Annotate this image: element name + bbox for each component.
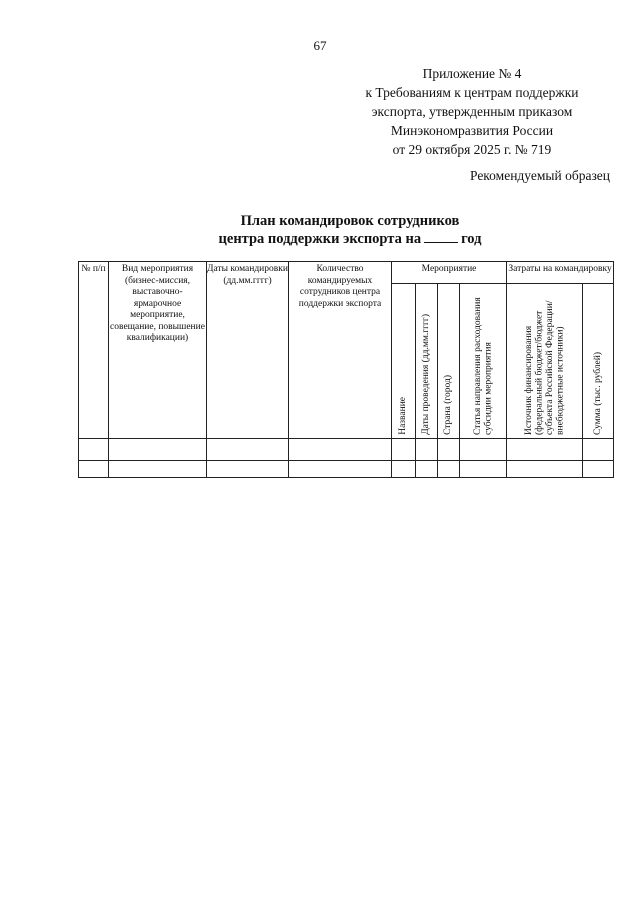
header-event-group: Мероприятие <box>392 262 507 284</box>
table-cell <box>79 439 109 461</box>
title-line-2-prefix: центра поддержки экспорта на <box>218 231 422 247</box>
table-cell <box>289 439 392 461</box>
appendix-block <box>352 64 592 159</box>
title-line-2-suffix: год <box>461 231 482 247</box>
table-cell <box>207 439 289 461</box>
header-country <box>438 284 460 439</box>
header-funding-source-text: Источник финансирования (федеральный бюджет/бюджет субъекта Российской Федерации/внебюджетные источники) <box>523 300 566 435</box>
table-row <box>79 439 614 461</box>
table-cell <box>583 461 614 478</box>
page-number: 67 <box>313 38 327 53</box>
header-costs-group: Затраты на командировку <box>507 262 614 284</box>
header-number: № п/п <box>79 262 109 439</box>
table-cell <box>392 439 416 461</box>
header-event-name-text: Название <box>398 397 409 435</box>
header-funding-source <box>507 284 583 439</box>
table-cell <box>289 461 392 478</box>
document-title <box>0 212 640 248</box>
recommended-sample-label: Рекомендуемый образец <box>469 168 610 183</box>
title-line-1: План командировок сотрудников <box>240 213 460 229</box>
appendix-line: Приложение № 4 <box>422 66 522 81</box>
table-cell <box>416 461 438 478</box>
appendix-line: к Требованиям к центрам поддержки <box>365 85 579 100</box>
appendix-line: от 29 октября 2025 г. № 719 <box>392 142 552 157</box>
plan-table <box>78 261 614 478</box>
header-subsidy-article <box>460 284 507 439</box>
table-cell <box>460 439 507 461</box>
table-cell <box>392 461 416 478</box>
header-event-dates-text: Даты проведения (дд.мм.гггг) <box>421 314 432 435</box>
table-cell <box>109 461 207 478</box>
table-cell <box>583 439 614 461</box>
table-cell <box>109 439 207 461</box>
title-line-2 <box>0 230 640 248</box>
header-staff-count: Количество командируемых сотрудников центра поддержки экспорта <box>289 262 392 439</box>
header-event-type: Вид мероприятия (бизнес-миссия, выставочно-ярмарочное мероприятие, совещание, повышение квалификации) <box>109 262 207 439</box>
header-event-dates <box>416 284 438 439</box>
appendix-line: экспорта, утвержденным приказом <box>371 104 573 119</box>
year-blank <box>424 230 458 243</box>
header-trip-dates: Даты командировки (дд.мм.гггг) <box>207 262 289 439</box>
table-cell <box>507 439 583 461</box>
table-cell <box>438 461 460 478</box>
appendix-line: Минэкономразвития России <box>390 123 554 138</box>
table-cell <box>438 439 460 461</box>
header-sum-text: Сумма (тыс. рублей) <box>592 352 603 435</box>
table-cell <box>207 461 289 478</box>
header-sum <box>583 284 614 439</box>
table-cell <box>460 461 507 478</box>
header-country-text: Страна (город) <box>443 375 454 435</box>
table-cell <box>416 439 438 461</box>
header-subsidy-article-text: Статья направления расходования субсидии мероприятия <box>472 297 494 435</box>
table-cell <box>79 461 109 478</box>
table-cell <box>507 461 583 478</box>
header-event-name <box>392 284 416 439</box>
table-row <box>79 461 614 478</box>
